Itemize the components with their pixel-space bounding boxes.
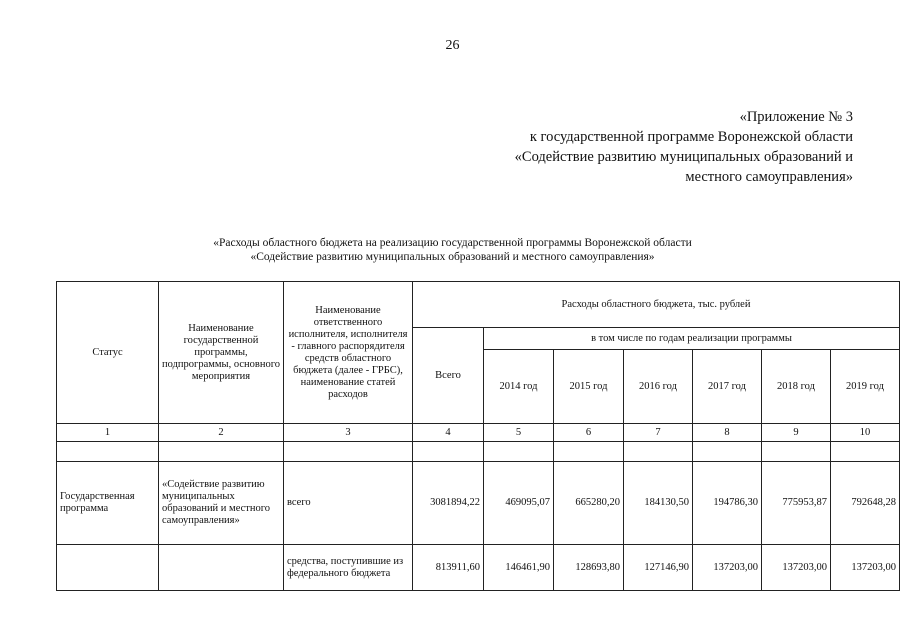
expenses-table	[56, 281, 900, 591]
header-by-years: в том числе по годам реализации программы	[484, 328, 900, 350]
empty-cell	[762, 442, 831, 462]
column-numbers-row	[57, 424, 900, 442]
empty-cell	[284, 442, 413, 462]
header-year: 2017 год	[693, 350, 762, 424]
table-row	[57, 545, 900, 591]
row-year-value: 137203,00	[693, 545, 762, 591]
header-year: 2016 год	[624, 350, 693, 424]
appendix-line: «Содействие развитию муниципальных образований и	[514, 149, 853, 165]
row-year-value: 137203,00	[831, 545, 900, 591]
column-number: 9	[762, 424, 831, 442]
document-title	[0, 236, 905, 264]
row-year-value: 775953,87	[762, 462, 831, 545]
column-number: 1	[57, 424, 159, 442]
page-number: 26	[445, 38, 460, 53]
column-number: 8	[693, 424, 762, 442]
appendix-line: местного самоуправления»	[685, 169, 853, 185]
row-program-name	[159, 545, 284, 591]
empty-cell	[159, 442, 284, 462]
row-expense-item: средства, поступившие из федерального бюджета	[284, 545, 413, 591]
header-year: 2019 год	[831, 350, 900, 424]
row-expense-item: всего	[284, 462, 413, 545]
row-year-value: 665280,20	[554, 462, 624, 545]
empty-cell	[831, 442, 900, 462]
row-total: 813911,60	[413, 545, 484, 591]
header-total: Всего	[413, 328, 484, 424]
header-year: 2014 год	[484, 350, 554, 424]
column-number: 5	[484, 424, 554, 442]
empty-cell	[554, 442, 624, 462]
row-year-value: 127146,90	[624, 545, 693, 591]
column-number: 3	[284, 424, 413, 442]
header-year: 2018 год	[762, 350, 831, 424]
column-number: 7	[624, 424, 693, 442]
row-total: 3081894,22	[413, 462, 484, 545]
row-year-value: 194786,30	[693, 462, 762, 545]
title-line: «Содействие развитию муниципальных образований и местного самоуправления»	[250, 251, 655, 263]
row-status: Государственная программа	[57, 462, 159, 545]
appendix-line: «Приложение № 3	[739, 109, 853, 125]
empty-cell	[57, 442, 159, 462]
row-year-value: 137203,00	[762, 545, 831, 591]
empty-cell	[624, 442, 693, 462]
appendix-line: к государственной программе Воронежской области	[529, 129, 853, 145]
row-year-value: 128693,80	[554, 545, 624, 591]
column-number: 10	[831, 424, 900, 442]
spacer-row	[57, 442, 900, 462]
header-year: 2015 год	[554, 350, 624, 424]
row-year-value: 184130,50	[624, 462, 693, 545]
row-program-name: «Содействие развитию муниципальных образований и местного самоуправления»	[159, 462, 284, 545]
column-number: 6	[554, 424, 624, 442]
header-status: Статус	[57, 282, 159, 424]
row-year-value: 469095,07	[484, 462, 554, 545]
row-year-value: 146461,90	[484, 545, 554, 591]
column-number: 2	[159, 424, 284, 442]
column-number: 4	[413, 424, 484, 442]
header-program-name: Наименование государственной программы, подпрограммы, основного мероприятия	[159, 282, 284, 424]
header-executor: Наименование ответственного исполнителя, исполнителя - главного распорядителя средств областного бюджета (далее - ГРБС), наименование статей расходов	[284, 282, 413, 424]
title-line: «Расходы областного бюджета на реализацию государственной программы Воронежской области	[213, 237, 692, 249]
row-status	[57, 545, 159, 591]
header-expenses: Расходы областного бюджета, тыс. рублей	[413, 282, 900, 328]
empty-cell	[693, 442, 762, 462]
appendix-header	[515, 107, 853, 187]
row-year-value: 792648,28	[831, 462, 900, 545]
empty-cell	[484, 442, 554, 462]
empty-cell	[413, 442, 484, 462]
table-row	[57, 462, 900, 545]
